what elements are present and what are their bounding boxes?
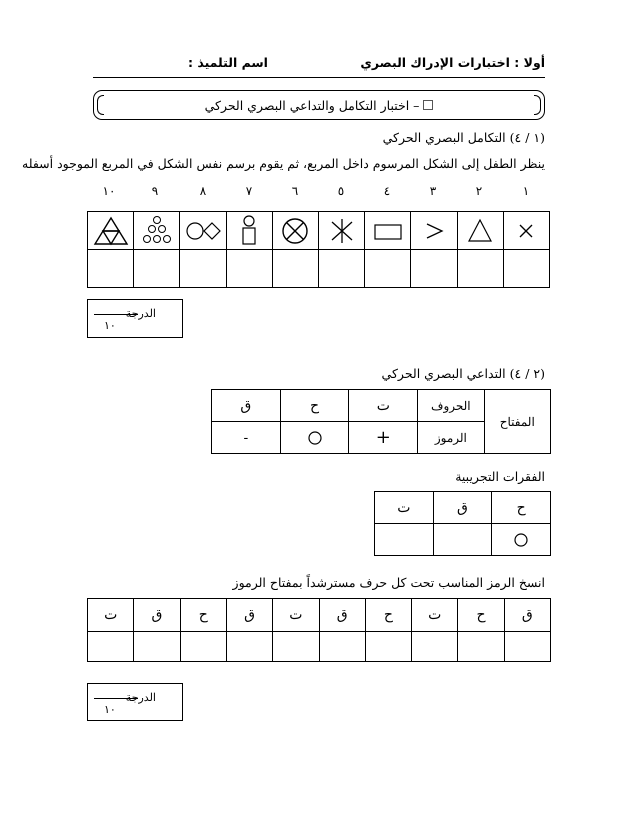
section1-instruction: ينظر الطفل إلى الشكل المرسوم داخل المربع، ثم يقوم برسم نفس الشكل في المربع الموجود أسفله: [22, 156, 545, 171]
score-label: الدرجة: [125, 691, 156, 704]
section2-title: (٢ / ٤) التداعي البصري الحركي: [381, 366, 545, 381]
shape-cell: [272, 212, 318, 250]
answer-cell[interactable]: [412, 632, 458, 662]
key-symbol-minus: -: [212, 422, 281, 454]
answer-cell[interactable]: [134, 632, 180, 662]
key-letters-row: [212, 390, 551, 422]
shape-cell: [88, 212, 134, 250]
practice-answers-row: [375, 524, 551, 556]
copy-letter: ح: [365, 599, 411, 632]
shape-cell: [457, 212, 503, 250]
drawing-cell[interactable]: [503, 250, 549, 288]
drawing-cell[interactable]: [134, 250, 180, 288]
drawing-cell[interactable]: [411, 250, 457, 288]
asterisk-icon: [322, 214, 362, 248]
test-title: – اختبار التكامل والتداعي البصري الحركي: [204, 97, 420, 113]
drawing-cell[interactable]: [88, 250, 134, 288]
circle-icon: [513, 532, 529, 548]
rectangle-icon: [368, 214, 408, 248]
greater-than-icon: [414, 214, 454, 248]
copy-answers-row: [88, 632, 551, 662]
score-denominator: ١٠: [104, 319, 116, 332]
practice-letters-row: [375, 492, 551, 524]
answer-cell[interactable]: [504, 632, 550, 662]
answer-cell: [492, 524, 551, 556]
copy-letter: ق: [226, 599, 272, 632]
letters-label: الحروف: [418, 390, 484, 422]
shape-cell: [318, 212, 364, 250]
copy-letter: ق: [319, 599, 365, 632]
test-title-box: [93, 90, 545, 120]
practice-label: الفقرات التجريبية: [455, 469, 545, 484]
copy-letters-row: [88, 599, 551, 632]
answer-cell[interactable]: [375, 524, 434, 556]
answer-cell[interactable]: [319, 632, 365, 662]
practice-table: [374, 491, 551, 556]
copy-letter: ت: [273, 599, 319, 632]
checkbox-icon: [423, 100, 433, 110]
practice-letter: ت: [375, 492, 434, 524]
key-label: المفتاح: [484, 390, 550, 454]
shape-number: ٥: [337, 184, 345, 198]
circle-x-icon: [275, 214, 315, 248]
section1-title: (١ / ٤) التكامل البصري الحركي: [382, 130, 545, 145]
drawing-cell[interactable]: [180, 250, 226, 288]
shape-cell: [180, 212, 226, 250]
key-letter: ح: [280, 390, 349, 422]
x-cross-icon: [506, 214, 546, 248]
shape-number: ٨: [199, 184, 207, 198]
shape-number: ١: [522, 184, 530, 198]
shape-numbers: [93, 184, 551, 200]
score-box: [87, 683, 183, 721]
circle-icon: [307, 430, 323, 446]
practice-letter: ق: [433, 492, 492, 524]
shape-cell: [411, 212, 457, 250]
circles-pyramid-icon: [137, 214, 177, 248]
shape-cell: [365, 212, 411, 250]
key-symbol-circle: [280, 422, 349, 454]
answer-cell[interactable]: [226, 632, 272, 662]
answer-cell[interactable]: [180, 632, 226, 662]
shape-number: ٤: [383, 184, 391, 198]
key-letter: ق: [212, 390, 281, 422]
drawing-cell[interactable]: [318, 250, 364, 288]
header-divider: [93, 77, 545, 78]
model-shapes-row: [88, 212, 550, 250]
answer-cell[interactable]: [88, 632, 134, 662]
score-label: الدرجة: [125, 307, 156, 320]
copy-instruction: انسخ الرمز المناسب تحت كل حرف مسترشداً بمفتاح الرموز: [232, 575, 545, 590]
circle-above-square-icon: [229, 214, 269, 248]
drawing-cell[interactable]: [272, 250, 318, 288]
drawing-cell[interactable]: [457, 250, 503, 288]
key-symbol-plus: +: [349, 422, 418, 454]
drawing-row: [88, 250, 550, 288]
drawing-cell[interactable]: [226, 250, 272, 288]
symbols-label: الرموز: [418, 422, 484, 454]
drawing-cell[interactable]: [365, 250, 411, 288]
shapes-table: [87, 211, 550, 288]
shape-cell: [134, 212, 180, 250]
shape-number: ٧: [245, 184, 253, 198]
key-letter: ت: [349, 390, 418, 422]
copy-letter: ت: [88, 599, 134, 632]
shape-cell: [226, 212, 272, 250]
triangles-nested-icon: [91, 214, 131, 248]
copy-table: [87, 598, 551, 662]
score-fraction-line: [94, 698, 138, 699]
copy-letter: ق: [134, 599, 180, 632]
score-fraction-line: [94, 314, 138, 315]
practice-letter: ح: [492, 492, 551, 524]
section-heading: أولا : اختبارات الإدراك البصري: [360, 55, 545, 70]
student-name-label: اسم التلميذ :: [188, 55, 268, 70]
shape-number: ٣: [429, 184, 437, 198]
shape-number: ١٠: [102, 184, 116, 198]
symbol-key-table: [211, 389, 551, 454]
score-denominator: ١٠: [104, 703, 116, 716]
shape-number: ٩: [151, 184, 159, 198]
score-box: [87, 299, 183, 338]
triangle-icon: [460, 214, 500, 248]
copy-letter: ت: [412, 599, 458, 632]
shape-number: ٦: [291, 184, 299, 198]
answer-cell[interactable]: [458, 632, 504, 662]
answer-cell[interactable]: [365, 632, 411, 662]
copy-letter: ح: [180, 599, 226, 632]
copy-letter: ق: [504, 599, 550, 632]
circle-diamond-icon: [183, 214, 223, 248]
answer-cell[interactable]: [433, 524, 492, 556]
answer-cell[interactable]: [273, 632, 319, 662]
copy-letter: ح: [458, 599, 504, 632]
shape-number: ٢: [475, 184, 483, 198]
shape-cell: [503, 212, 549, 250]
